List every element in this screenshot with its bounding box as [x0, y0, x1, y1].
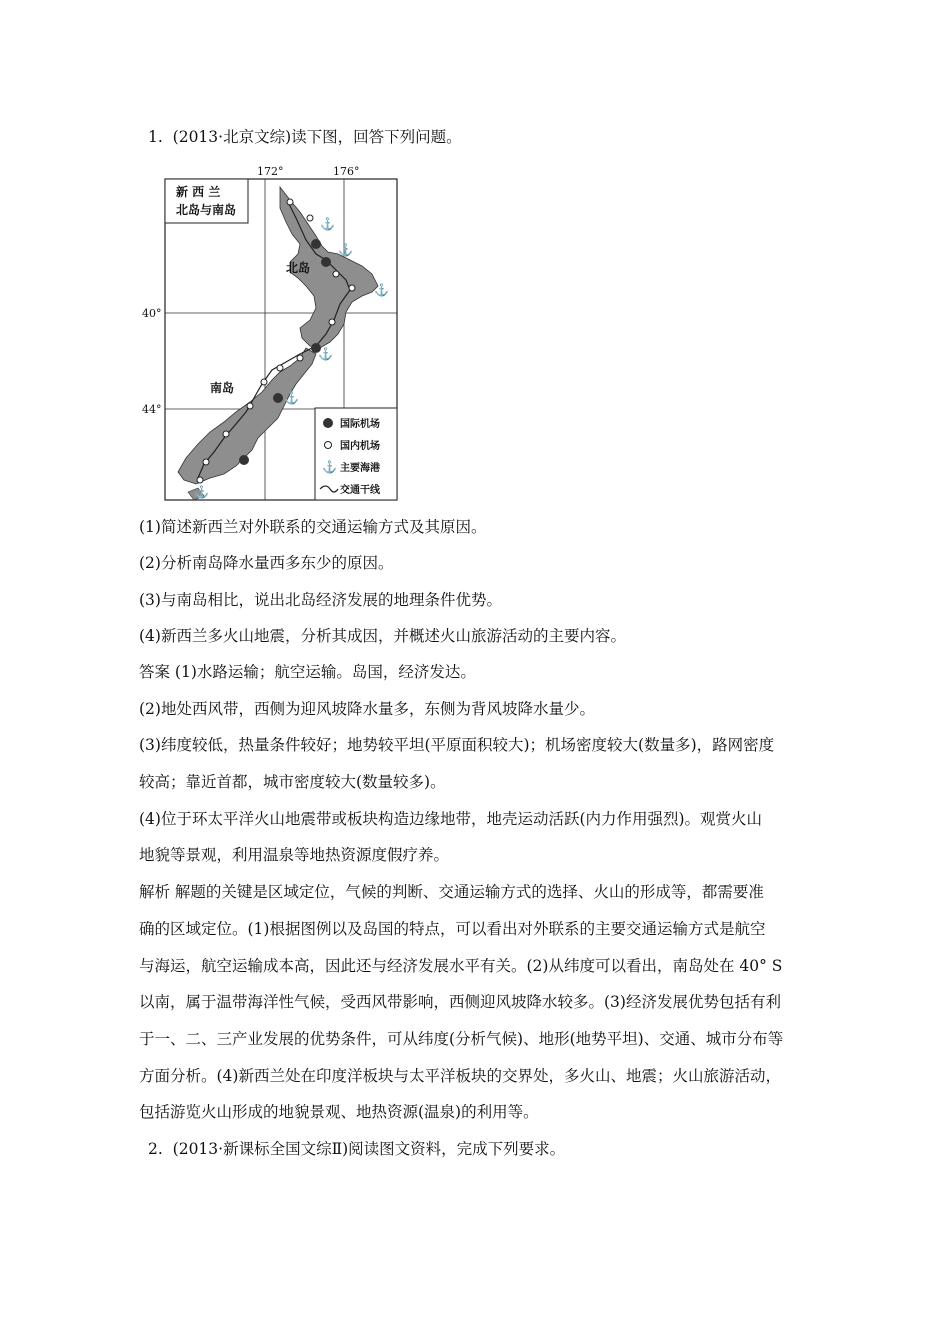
answer-line-3: (3)纬度较低，热量条件较好；地势较平坦(平原面积较大)；机场密度较大(数量多)，路网密度 — [139, 736, 775, 754]
domestic-airport-icon — [329, 319, 335, 325]
map-title-line2: 北岛与南岛 — [176, 203, 237, 217]
answer-line-4: 较高；靠近首都，城市密度较大(数量较多)。 — [139, 773, 446, 791]
question-1-number: 1. — [148, 128, 163, 146]
intl-airport-icon — [239, 455, 249, 465]
question-2-text: (2013·新课标全国文综Ⅱ)阅读图文资料，完成下列要求。 — [172, 1140, 566, 1158]
subquestion-3: (3)与南岛相比，说出北岛经济发展的地理条件优势。 — [139, 591, 502, 609]
port-icon: ⚓ — [284, 391, 299, 405]
domestic-airport-icon — [247, 403, 253, 409]
new-zealand-map — [140, 162, 402, 504]
subquestion-4: (4)新西兰多火山地震，分析其成因，并概述火山旅游活动的主要内容。 — [139, 627, 626, 645]
analysis-line-6: 方面分析。(4)新西兰处在印度洋板块与太平洋板块的交界处，多火山、地震；火山旅游活动， — [139, 1067, 781, 1085]
domestic-airport-icon — [333, 271, 339, 277]
subquestion-2: (2)分析南岛降水量西多东少的原因。 — [139, 554, 394, 572]
analysis-line-2: 确的区域定位。(1)根据图例以及岛国的特点，可以看出对外联系的主要交通运输方式是航空 — [139, 920, 766, 938]
domestic-airport-icon — [223, 431, 229, 437]
north-island-label: 北岛 — [286, 261, 311, 275]
question-2-number: 2. — [148, 1140, 163, 1158]
answer-line-6: 地貌等景观，利用温泉等地热资源度假疗养。 — [139, 846, 450, 864]
port-icon: ⚓ — [374, 283, 389, 297]
answer-line-5: (4)位于环太平洋火山地震带或板块构造边缘地带，地壳运动活跃(内力作用强烈)。观赏火山 — [139, 810, 763, 828]
analysis-line-3: 与海运，航空运输成本高，因此还与经济发展水平有关。(2)从纬度可以看出，南岛处在 40° S — [139, 957, 783, 975]
domestic-airport-icon — [277, 365, 283, 371]
analysis-line-1: 解析 解题的关键是区域定位，气候的判断、交通运输方式的选择、火山的形成等，都需要准 — [139, 883, 764, 901]
domestic-airport-icon — [197, 477, 203, 483]
legend-port-icon: ⚓ — [322, 460, 337, 474]
legend-domestic-airport-label: 国内机场 — [340, 441, 380, 452]
legend-domestic-airport-icon — [325, 442, 332, 449]
domestic-airport-icon — [261, 379, 267, 385]
south-island-label: 南岛 — [210, 381, 235, 395]
subquestion-1: (1)简述新西兰对外联系的交通运输方式及其原因。 — [139, 518, 487, 536]
analysis-line-4: 以南，属于温带海洋性气候，受西风带影响，西侧迎风坡降水较多。(3)经济发展优势包括有利 — [139, 993, 781, 1011]
port-icon: ⚓ — [338, 243, 353, 257]
domestic-airport-icon — [203, 459, 209, 465]
port-icon: ⚓ — [194, 485, 209, 499]
analysis-line-7: 包括游览火山形成的地貌景观、地热资源(温泉)的利用等。 — [139, 1103, 539, 1121]
analysis-line-5: 于一、二、三产业发展的优势条件，可从纬度(分析气候)、地形(地势平坦)、交通、城市分布等 — [139, 1030, 784, 1048]
domestic-airport-icon — [349, 285, 355, 291]
intl-airport-icon — [321, 257, 331, 267]
map-title-line1: 新 西 兰 — [176, 185, 221, 199]
domestic-airport-icon — [307, 215, 313, 221]
domestic-airport-icon — [297, 355, 303, 361]
intl-airport-icon — [273, 393, 283, 403]
answer-line-2: (2)地处西风带，西侧为迎风坡降水量多，东侧为背风坡降水量少。 — [139, 700, 595, 718]
lon-176-label: 176° — [333, 165, 360, 178]
question-2-stem — [148, 1139, 565, 1159]
legend-route-label: 交通干线 — [340, 485, 380, 496]
answer-line-1: 答案 (1)水路运输；航空运输。岛国，经济发达。 — [139, 663, 476, 681]
port-icon: ⚓ — [320, 217, 335, 231]
intl-airport-icon — [311, 239, 321, 249]
port-icon: ⚓ — [318, 347, 333, 361]
question-1-text: (2013·北京文综)读下图，回答下列问题。 — [172, 128, 462, 146]
lon-172-label: 172° — [257, 165, 284, 178]
lat-40-label: 40° — [142, 307, 162, 320]
question-1-stem — [148, 127, 462, 147]
lat-44-label: 44° — [142, 403, 162, 416]
legend-port-label: 主要海港 — [340, 463, 380, 474]
domestic-airport-icon — [287, 199, 293, 205]
legend-intl-airport-label: 国际机场 — [340, 419, 380, 430]
legend-intl-airport-icon — [323, 418, 333, 428]
